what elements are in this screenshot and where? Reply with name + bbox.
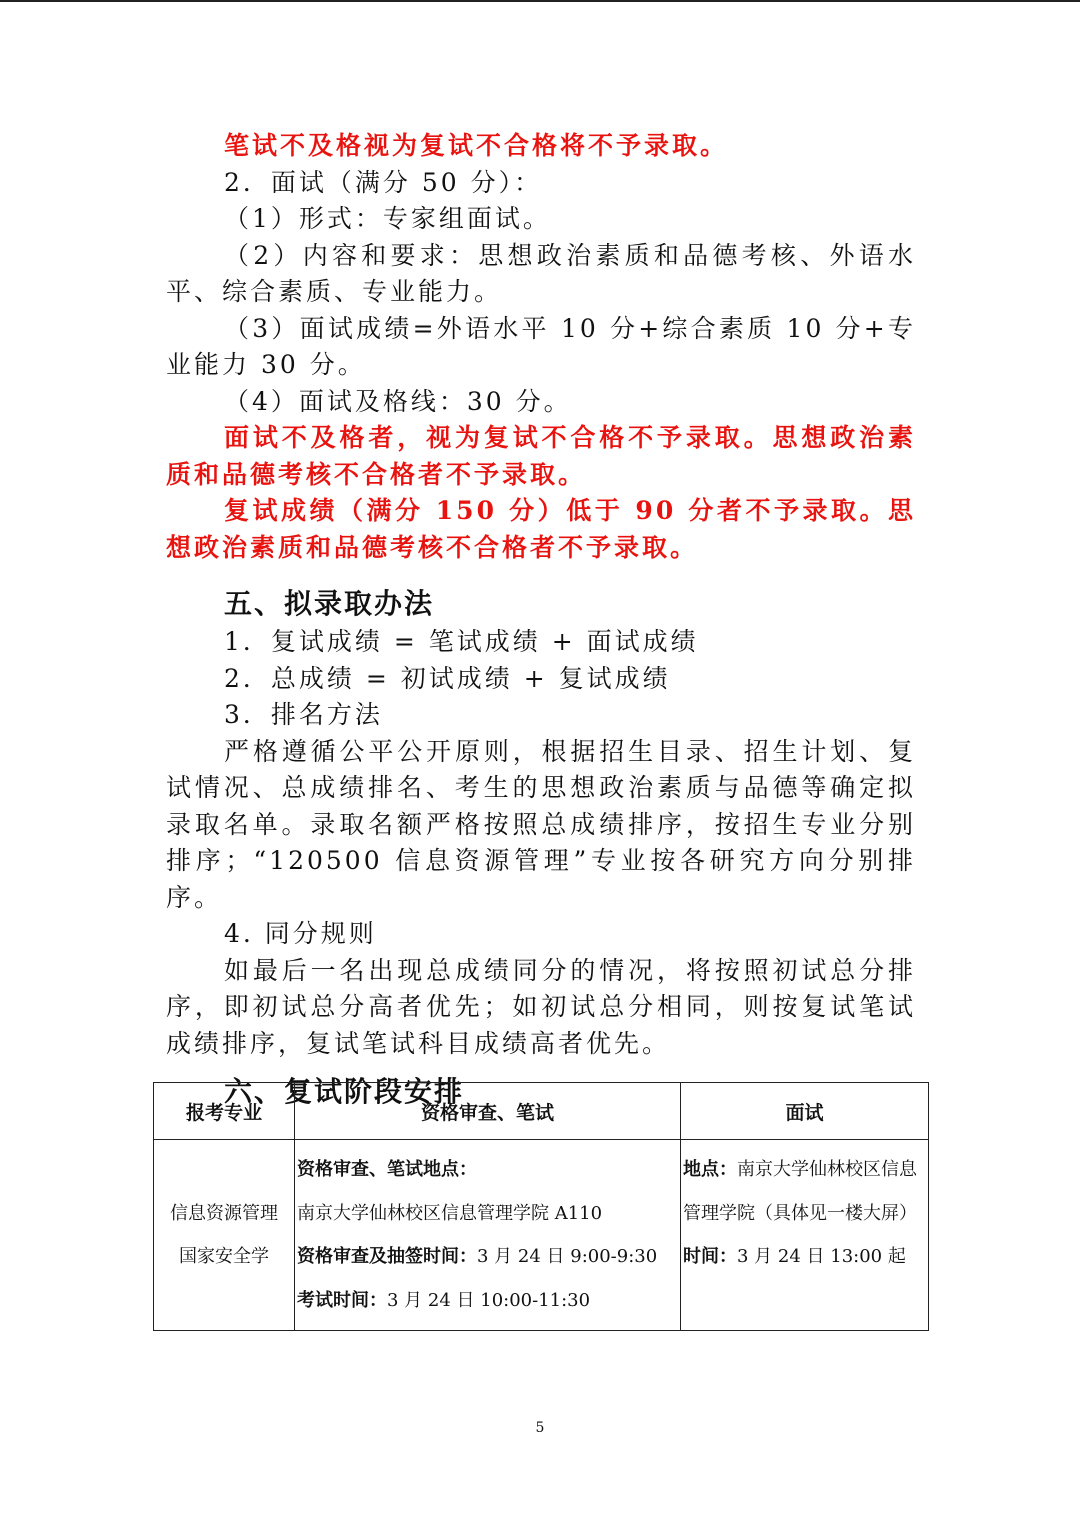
interview-time-label: 时间： bbox=[683, 1246, 737, 1267]
interview-place-1: 南京大学仙林校区信息 bbox=[737, 1159, 917, 1180]
interview-time: 3 月 24 日 13:00 起 bbox=[737, 1246, 906, 1267]
header-major: 报考专业 bbox=[154, 1083, 295, 1140]
written-cell bbox=[295, 1140, 681, 1331]
interview-pass-line: （4）面试及格线：30 分。 bbox=[224, 386, 572, 416]
major-2: 国家安全学 bbox=[179, 1246, 269, 1267]
interview-title: 2．面试（满分 50 分）： bbox=[224, 167, 543, 197]
table-row bbox=[154, 1140, 929, 1331]
document-body bbox=[166, 128, 916, 1112]
section6-heading: 六、复试阶段安排 bbox=[224, 1075, 465, 1108]
retest-schedule-table bbox=[153, 1082, 929, 1331]
interview-place-label: 地点： bbox=[683, 1159, 737, 1180]
retest-fail-notice: 复试成绩（满分 150 分）低于 90 分者不予录取。思想政治素质和品德考核不合格者不予录取。 bbox=[166, 496, 916, 562]
written-fail-notice: 笔试不及格视为复试不合格将不予录取。 bbox=[224, 131, 729, 160]
major-1: 信息资源管理 bbox=[170, 1202, 278, 1224]
section5-item-2: 2．总成绩 = 初试成绩 + 复试成绩 bbox=[224, 663, 671, 693]
interview-place-2: 管理学院（具体见一楼大屏） bbox=[683, 1202, 917, 1224]
major-cell bbox=[154, 1140, 295, 1331]
top-border-line bbox=[0, 0, 1080, 2]
section5-item-1: 1．复试成绩 = 笔试成绩 + 面试成绩 bbox=[224, 627, 699, 656]
section5-heading: 五、拟录取办法 bbox=[224, 587, 435, 620]
section5-item-4: 4. 同分规则 bbox=[224, 919, 377, 948]
interview-form: （1）形式：专家组面试。 bbox=[224, 204, 551, 233]
table-header-row bbox=[154, 1083, 929, 1140]
ranking-method-paragraph: 严格遵循公平公开原则，根据招生目录、招生计划、复试情况、总成绩排名、考生的思想政治素质与品德等确定拟录取名单。录取名额严格按照总成绩排序，按招生专业分别排序；“120500 信息资源管理”专业按各研究方向分别排序。 bbox=[166, 736, 916, 912]
tie-rule-paragraph: 如最后一名出现总成绩同分的情况，将按照初试总分排序，即初试总分高者优先；如初试总分相同，则按复试笔试成绩排序，复试笔试科目成绩高者优先。 bbox=[166, 955, 916, 1058]
header-written: 资格审查、笔试 bbox=[295, 1083, 681, 1140]
written-place-label: 资格审查、笔试地点： bbox=[297, 1159, 477, 1180]
header-interview: 面试 bbox=[681, 1083, 929, 1140]
check-time-label: 资格审查及抽签时间： bbox=[297, 1246, 477, 1267]
section5-item-3: 3．排名方法 bbox=[224, 700, 383, 729]
check-time: 3 月 24 日 9:00-9:30 bbox=[477, 1246, 658, 1267]
written-place: 南京大学仙林校区信息管理学院 A110 bbox=[297, 1202, 603, 1224]
interview-score-formula: （3）面试成绩=外语水平 10 分+综合素质 10 分+专业能力 30 分。 bbox=[166, 313, 916, 379]
page-number: 5 bbox=[535, 1420, 545, 1436]
interview-cell bbox=[681, 1140, 929, 1331]
exam-time-label: 考试时间： bbox=[297, 1289, 387, 1311]
exam-time: 3 月 24 日 10:00-11:30 bbox=[387, 1289, 591, 1311]
interview-fail-notice: 面试不及格者，视为复试不合格不予录取。思想政治素质和品德考核不合格者不予录取。 bbox=[166, 423, 916, 489]
interview-content: （2）内容和要求：思想政治素质和品德考核、外语水平、综合素质、专业能力。 bbox=[166, 240, 916, 306]
